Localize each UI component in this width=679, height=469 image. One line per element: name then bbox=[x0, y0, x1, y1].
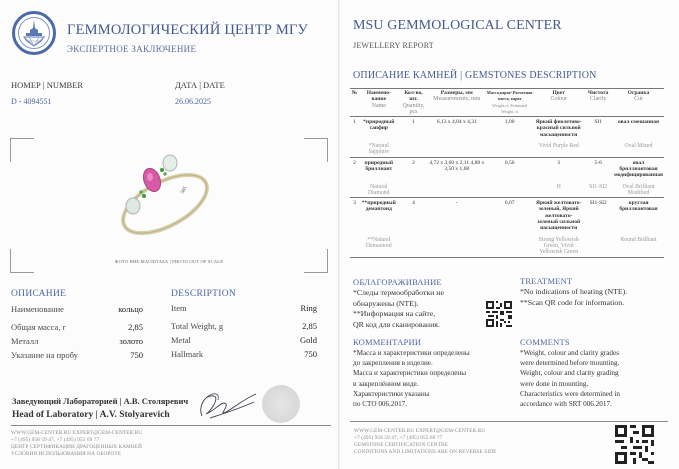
gem-weight: 0,07 bbox=[504, 200, 515, 207]
svg-text:585: 585 bbox=[180, 186, 189, 195]
right-footer bbox=[354, 428, 496, 456]
report-right-page bbox=[340, 0, 679, 469]
gem-name: природный бриллиант bbox=[364, 159, 394, 172]
gem-weight: 0,56 bbox=[504, 159, 515, 166]
gem-quantity: 2 bbox=[412, 159, 415, 166]
gemstones-table bbox=[350, 88, 664, 258]
gem-cut: овал бриллиантовая модифицированная bbox=[613, 159, 663, 179]
footer-phones: +7 (495) 958 59 47, +7 (495) 955 69 77 bbox=[354, 435, 443, 442]
metal-label-en: Metal bbox=[171, 335, 191, 345]
footer-phones: +7 (495) 958 59 47, +7 (495) 955 69 77 bbox=[11, 437, 100, 444]
gem-colour: Яркий фиолетово-красный сильной насыщенности bbox=[535, 119, 582, 138]
footer-divider bbox=[350, 421, 668, 422]
table-row: 3 **природный демантоид 4 - 0,07 Яркий желтовато-зеленый, Яркий желтовато-зеленый сильной насыщенности SI1-SI2 круглая бриллиантовая bbox=[350, 198, 664, 233]
footer-web-link[interactable]: WWW.GEM-CENTER.RU EXPERT@GEM-CENTER.RU bbox=[11, 430, 143, 436]
seal-stamp bbox=[262, 385, 300, 423]
gem-cut: овал смешанная bbox=[618, 119, 659, 126]
msu-diamond-logo-icon bbox=[12, 11, 56, 55]
table-row: 2 природный бриллиант 2 4,72 x 3,60 x 2,11 4,88 x 3,50 x 1,68 0,56 3 5-6 овал бриллиантовая модифицированная bbox=[350, 157, 664, 179]
gem-name: *природный сапфир bbox=[363, 119, 395, 132]
comments-ru-heading: КОММЕНТАРИИ bbox=[353, 337, 422, 347]
gem-quantity: 4 bbox=[412, 200, 415, 207]
col-cut: Огранка Cut bbox=[627, 90, 650, 103]
gem-clarity: SI1-SI2 bbox=[589, 200, 607, 207]
footer-conditions: CONDITIONS AND LIMITATIONS ARE ON REVERSE SIDE bbox=[354, 449, 497, 456]
signature-image bbox=[196, 388, 260, 422]
comments-en-text: *Weight, colour and clarity grades were determined before mounting. Weight, colour and clarity grading were done in mounting. Characteristics were determined in accordance with SRT 006.2017. bbox=[520, 349, 620, 409]
weight-value-ru: 2,85 bbox=[128, 322, 143, 332]
hallmark-value-en: 750 bbox=[304, 349, 317, 359]
gem-weight: 1,00 bbox=[504, 119, 515, 126]
table-header bbox=[350, 89, 664, 117]
number-label: НОМЕР | NUMBER bbox=[11, 80, 84, 90]
comments-ru-text: *Масса и характеристики определены до закрепления в изделие. Масса и характеристики определены в закреплённом виде. Характеристики указаны по СТО 006.2017. bbox=[353, 349, 470, 409]
treatment-en-heading: TREATMENT bbox=[520, 276, 573, 286]
item-value-ru: кольцо bbox=[118, 304, 143, 314]
gem-measurements: 4,72 x 3,60 x 2,11 4,88 x 3,50 x 1,68 bbox=[429, 159, 485, 172]
report-left-page bbox=[0, 0, 339, 469]
col-quantity: Кол-во, шт. Quantity, pcs bbox=[402, 90, 425, 115]
brand-title: ГЕММОЛОГИЧЕСКИЙ ЦЕНТР МГУ bbox=[67, 22, 309, 38]
col-name: Наимено-вание Name bbox=[366, 90, 391, 109]
col-measurements: Размеры, мм Measurements, mm bbox=[433, 90, 481, 103]
treatment-en-text: *No indications of heating (NTE). **Scan QR code for information. bbox=[520, 287, 628, 307]
footer-web-link[interactable]: WWW.GEM-CENTER.RU EXPERT@GEM-CENTER.RU bbox=[354, 428, 486, 434]
center-title-en: MSU GEMMOLOGICAL CENTER bbox=[353, 18, 562, 33]
hallmark-value-ru: 750 bbox=[130, 350, 143, 360]
metal-value-ru: золото bbox=[119, 336, 143, 346]
gem-measurements: - bbox=[455, 200, 458, 207]
footer-org: GEMSTONE CERTIFICATION CENTRE bbox=[354, 442, 449, 449]
item-value-en: Ring bbox=[300, 303, 317, 313]
gemstones-section-title: ОПИСАНИЕ КАМНЕЙ | GEMSTONES DESCRIPTION bbox=[353, 70, 597, 81]
signatory-en: Head of Laboratory | A.V. Stolyarevich bbox=[12, 410, 170, 420]
col-clarity: Чистота Clarity bbox=[587, 90, 609, 103]
gem-colour: Яркий желтовато-зеленый, Яркий желтовато-зеленый сильной насыщенности bbox=[535, 200, 582, 232]
comments-en-heading: COMMENTS bbox=[520, 337, 570, 347]
col-weight: Масса,карат/ Расчетная масса, карат Weight,ct/ Estimated Weight, ct bbox=[486, 90, 533, 114]
qr-code-icon[interactable] bbox=[486, 301, 512, 327]
footer-qr-code-icon[interactable] bbox=[615, 425, 654, 464]
gem-colour: 3 bbox=[557, 159, 561, 166]
footer-org: ЦЕНТР СЕРТИФИКАЦИИ ДРАГОЦЕННЫХ КАМНЕЙ bbox=[11, 444, 142, 451]
description-ru-heading: ОПИСАНИЕ bbox=[11, 289, 67, 299]
gem-quantity: 1 bbox=[412, 119, 415, 126]
description-en-heading: DESCRIPTION bbox=[171, 289, 237, 299]
table-row: 1 *природный сапфир 1 6,13 x 4,04 x 4,31 1,00 Яркий фиолетово-красный сильной насыщенности SI1 овал смешанная bbox=[350, 117, 664, 139]
metal-value-en: Gold bbox=[300, 335, 317, 345]
left-footer bbox=[11, 430, 142, 458]
table-row-en: **Natural Demantoid Strong Yellowish Green, Vivid Yellowish Green Round Brilliant bbox=[350, 233, 664, 257]
ring-photo bbox=[115, 146, 215, 246]
gem-name: **природный демантоид bbox=[361, 200, 396, 213]
weight-label-en: Total Weight, g bbox=[171, 321, 224, 331]
hallmark-label-en: Hallmark bbox=[171, 349, 204, 359]
gem-cut: круглая бриллиантовая bbox=[619, 200, 658, 213]
item-label-en: Item bbox=[171, 303, 187, 313]
col-no: № bbox=[351, 90, 358, 96]
weight-label-ru: Общая масса, г bbox=[11, 322, 67, 332]
table-row-en: *Natural Sapphire Vivid Purple Red Oval Mixed bbox=[350, 139, 664, 157]
footer-conditions: УСЛОВИЯ ИСПОЛЬЗОВАНИЯ НА ОБОРОТЕ bbox=[11, 451, 122, 458]
number-value: D - 4094551 bbox=[11, 97, 52, 106]
table-row-en: Natural Diamond H SI1-SI2 Oval Brilliant Modified bbox=[350, 180, 664, 198]
date-value: 26.06.2025 bbox=[175, 97, 211, 106]
signatory-ru: Заведующий Лабораторией | А.В. Столяревич bbox=[12, 396, 189, 406]
item-label-ru: Наименование bbox=[11, 304, 64, 314]
photo-caption: ФОТО ВНЕ МАСШТАБА | PHOTO OUT OF SCALE bbox=[114, 259, 224, 264]
col-colour: Цвет Colour bbox=[550, 90, 568, 103]
gem-measurements: 6,13 x 4,04 x 4,31 bbox=[436, 119, 477, 126]
treatment-ru-text: *Следы термообработки не обнаружены (NTE). **Информация на сайте, QR код для сканирования. bbox=[353, 288, 444, 329]
metal-label-ru: Металл bbox=[11, 336, 39, 346]
date-label: ДАТА | DATE bbox=[175, 80, 225, 90]
weight-value-en: 2,85 bbox=[302, 321, 317, 331]
hallmark-label-ru: Указание на пробу bbox=[11, 350, 78, 360]
footer-divider bbox=[11, 425, 331, 426]
gem-clarity: SI1 bbox=[594, 119, 602, 126]
report-type: ЭКСПЕРТНОЕ ЗАКЛЮЧЕНИЕ bbox=[67, 44, 197, 54]
report-type-en: JEWELLERY REPORT bbox=[353, 41, 434, 50]
treatment-ru-heading: ОБЛАГОРАЖИВАНИЕ bbox=[353, 277, 442, 287]
gem-clarity: 5-6 bbox=[594, 159, 602, 166]
photo-frame bbox=[10, 138, 328, 273]
